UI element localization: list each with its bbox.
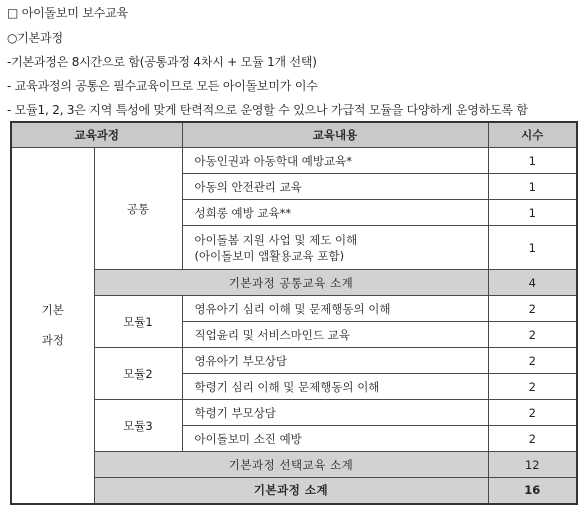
subtotal-hours: 4 (488, 270, 577, 296)
content-cell: 영유아기 심리 이해 및 문제행동의 이해 (182, 296, 488, 322)
content-cell: 성희롱 예방 교육** (182, 200, 488, 226)
intro-section (7, 0, 577, 122)
hours-cell: 2 (488, 426, 577, 452)
hours-cell: 1 (488, 226, 577, 270)
header-content: 교육내용 (182, 122, 488, 148)
category-line-1: 기본 (41, 303, 64, 318)
subtotal-label: 기본과정 선택교육 소계 (94, 452, 488, 478)
content-cell: 아이돌보미 소진 예방 (182, 426, 488, 452)
total-hours: 16 (488, 478, 577, 504)
category-line-2: 과정 (41, 333, 64, 348)
table-header-row (11, 122, 577, 148)
content-cell: 학령기 부모상담 (182, 400, 488, 426)
header-hours: 시수 (488, 122, 577, 148)
content-line-1: 아이돌봄 지원 사업 및 제도 이해 (194, 232, 358, 247)
subtotal-hours: 12 (488, 452, 577, 478)
category-cell (11, 148, 94, 504)
table-row (11, 400, 577, 426)
table-row (11, 148, 577, 174)
content-cell: 영유아기 부모상담 (182, 348, 488, 374)
group-module2: 모듈2 (94, 348, 182, 400)
intro-line-3: - 모듈1, 2, 3은 지역 특성에 맞게 탄력적으로 운영할 수 있으나 가급적 모듈을 다양하게 운영하도록 함 (7, 103, 528, 117)
total-label: 기본과정 소계 (94, 478, 488, 504)
hours-cell: 2 (488, 374, 577, 400)
content-cell: 아동인권과 아동학대 예방교육* (182, 148, 488, 174)
group-common: 공통 (94, 148, 182, 270)
hours-cell: 2 (488, 348, 577, 374)
header-course: 교육과정 (11, 122, 182, 148)
content-cell: 아동의 안전관리 교육 (182, 174, 488, 200)
total-row (11, 478, 577, 504)
content-cell (182, 226, 488, 270)
subtotal-label: 기본과정 공통교육 소계 (94, 270, 488, 296)
hours-cell: 2 (488, 400, 577, 426)
curriculum-table (10, 121, 578, 505)
intro-line-2: - 교육과정의 공통은 필수교육이므로 모든 아이돌보미가 이수 (7, 79, 318, 93)
hours-cell: 1 (488, 200, 577, 226)
hours-cell: 1 (488, 174, 577, 200)
group-module1: 모듈1 (94, 296, 182, 348)
hours-cell: 2 (488, 296, 577, 322)
subsection-heading: ○기본과정 (7, 31, 63, 45)
group-module3: 모듈3 (94, 400, 182, 452)
subtotal-row-common (11, 270, 577, 296)
hours-cell: 2 (488, 322, 577, 348)
table-row (11, 348, 577, 374)
subtotal-row-elective (11, 452, 577, 478)
table-row (11, 296, 577, 322)
content-cell: 학령기 심리 이해 및 문제행동의 이해 (182, 374, 488, 400)
content-cell: 직업윤리 및 서비스마인드 교육 (182, 322, 488, 348)
section-heading: □ 아이돌보미 보수교육 (7, 6, 128, 20)
content-line-2: (아이돌보미 앱활용교육 포함) (194, 248, 345, 263)
intro-line-1: -기본과정은 8시간으로 함(공통과정 4차시 + 모듈 1개 선택) (7, 55, 317, 69)
hours-cell: 1 (488, 148, 577, 174)
